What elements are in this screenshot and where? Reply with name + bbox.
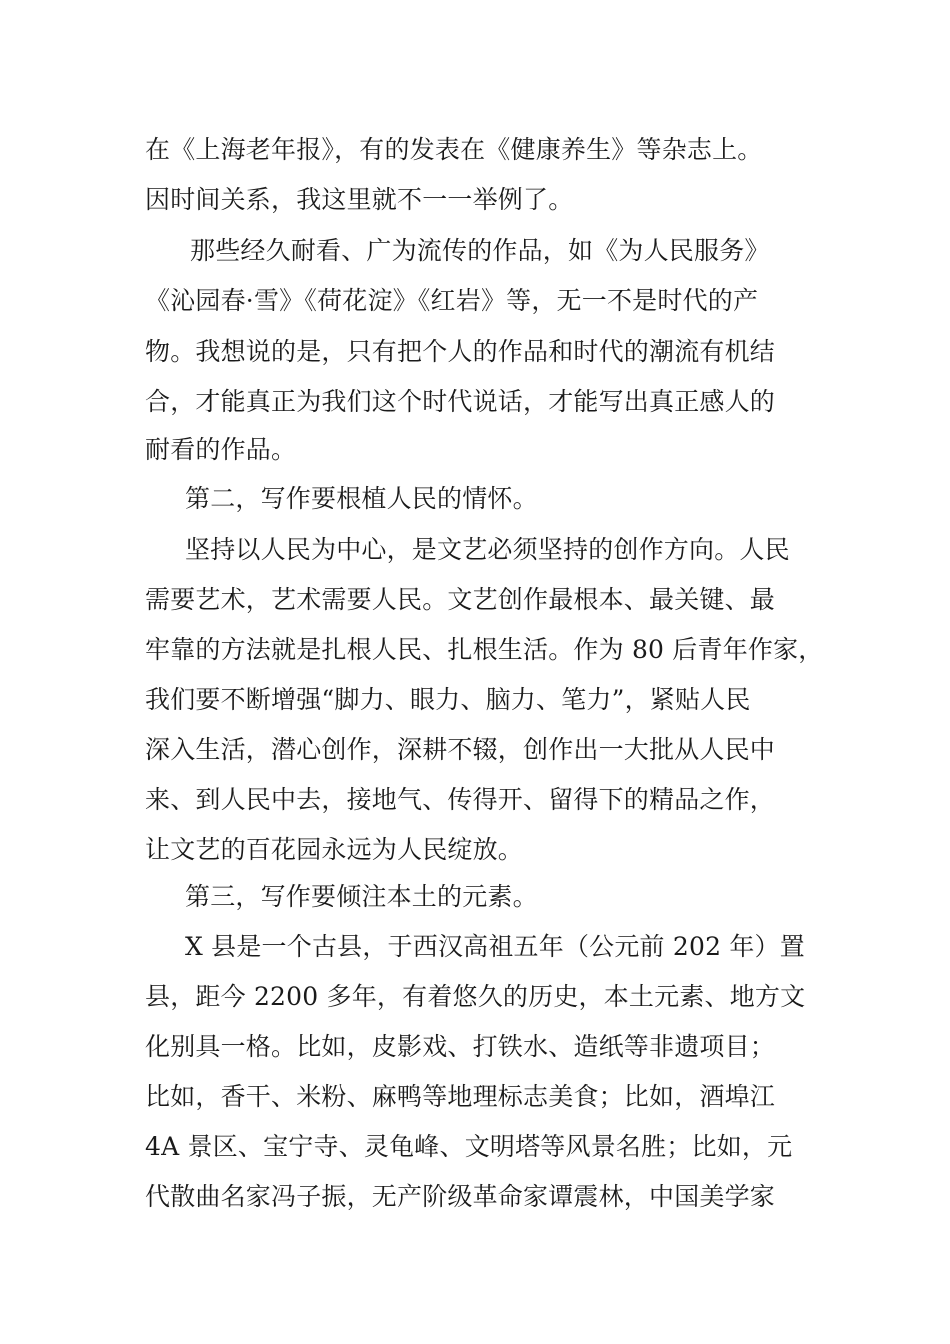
text-line-22: 代散曲名家冯子振，无产阶级革命家谭震林，中国美学家 bbox=[145, 1182, 776, 1211]
text-line-21: 4A 景区、宝宁寺、灵龟峰、文明塔等风景名胜；比如，元 bbox=[145, 1132, 793, 1161]
text-line-13: 深入生活，潜心创作，深耕不辍，创作出一大批从人民中 bbox=[145, 735, 776, 764]
text-line-11: 牢靠的方法就是扎根人民、扎根生活。作为 80 后青年作家， bbox=[145, 635, 824, 664]
text-line-20: 比如，香干、米粉、麻鸭等地理标志美食；比如，酒埠江 bbox=[145, 1082, 776, 1111]
text-line-14: 来、到人民中去，接地气、传得开、留得下的精品之作， bbox=[145, 785, 776, 814]
text-line-2: 因时间关系，我这里就不一一举例了。 bbox=[145, 185, 574, 214]
text-line-15: 让文艺的百花园永远为人民绽放。 bbox=[145, 835, 524, 864]
text-line-18: 县，距今 2200 多年，有着悠久的历史，本土元素、地方文 bbox=[145, 982, 806, 1011]
text-line-1: 在《上海老年报》，有的发表在《健康养生》等杂志上。 bbox=[145, 135, 763, 164]
text-line-19: 化别具一格。比如，皮影戏、打铁水、造纸等非遗项目； bbox=[145, 1032, 776, 1061]
text-line-5: 物。我想说的是，只有把个人的作品和时代的潮流有机结 bbox=[145, 337, 776, 366]
text-line-8: 第二，写作要根植人民的情怀。 bbox=[185, 484, 538, 513]
text-line-17: X 县是一个古县，于西汉高祖五年（公元前 202 年）置 bbox=[185, 932, 805, 961]
text-line-4: 《沁园春·雪》《荷花淀》《红岩》等，无一不是时代的产 bbox=[145, 286, 759, 315]
text-line-9: 坚持以人民为中心，是文艺必须坚持的创作方向。人民 bbox=[185, 535, 790, 564]
text-line-3: 那些经久耐看、广为流传的作品，如《为人民服务》 bbox=[190, 236, 770, 265]
text-line-7: 耐看的作品。 bbox=[145, 435, 297, 464]
text-line-16: 第三，写作要倾注本土的元素。 bbox=[185, 882, 538, 911]
text-line-12: 我们要不断增强“脚力、眼力、脑力、笔力”，紧贴人民 bbox=[145, 685, 751, 714]
text-line-6: 合，才能真正为我们这个时代说话，才能写出真正感人的 bbox=[145, 387, 776, 416]
text-line-10: 需要艺术，艺术需要人民。文艺创作最根本、最关键、最 bbox=[145, 585, 776, 614]
